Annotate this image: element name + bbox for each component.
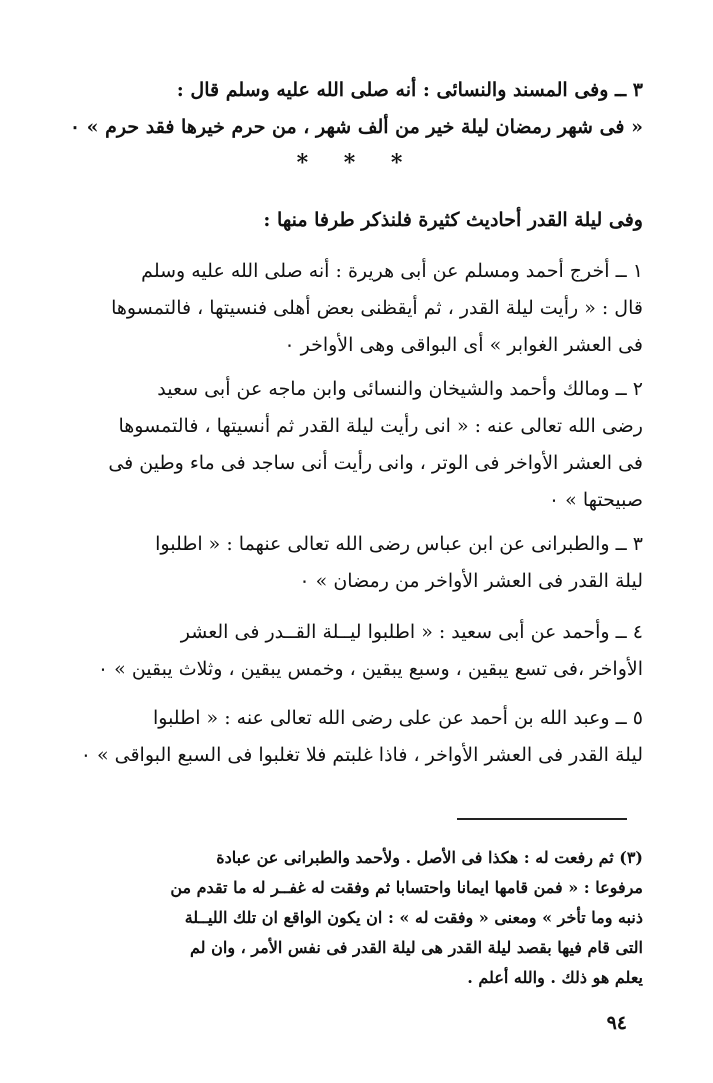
- hadith-line: فى العشر الغوابر » أى البواقى وهى الأواخر ٠: [284, 334, 643, 356]
- hadith-3-paragraph: [58, 526, 643, 600]
- hadith-line: قال : « رأيت ليلة القدر ، ثم أيقظنى بعض أهلى فنسيتها ، فالتمسوها: [111, 297, 643, 319]
- footnote-paragraph: [58, 843, 643, 993]
- section-heading: [58, 202, 643, 239]
- footnote-line: (٣) ثم رفعت له : هكذا فى الأصل . ولأحمد والطبرانى عن عبادة: [216, 848, 643, 867]
- footnote-line: التى قام فيها بقصد ليلة القدر هى ليلة القدر فى نفس الأمر ، وان لم: [190, 938, 643, 957]
- hadith-line: ليلة القدر فى العشر الأواخر ، فاذا غلبتم فلا تغلبوا فى السبع البواقى » ٠: [80, 744, 643, 766]
- intro-line: « فى شهر رمضان ليلة خير من ألف شهر ، من حرم خيرها فقد حرم » ٠: [69, 116, 643, 138]
- footnote-divider: [457, 818, 627, 820]
- hadith-5-paragraph: [58, 700, 643, 774]
- hadith-line: ليلة القدر فى العشر الأواخر من رمضان » ٠: [299, 570, 643, 592]
- hadith-2-paragraph: [58, 371, 643, 519]
- footnote-line: يعلم هو ذلك . والله أعلم .: [467, 968, 643, 987]
- intro-line: ٣ ــ وفى المسند والنسائى : أنه صلى الله عليه وسلم قال :: [176, 79, 643, 101]
- hadith-4-paragraph: [58, 614, 643, 688]
- hadith-line: ١ ــ أخرج أحمد ومسلم عن أبى هريرة : أنه صلى الله عليه وسلم: [141, 260, 643, 282]
- intro-paragraph: [58, 72, 643, 146]
- hadith-1-paragraph: [58, 253, 643, 364]
- footnote-line: مرفوعا : « فمن قامها ايمانا واحتسابا ثم وفقت له غفــر له ما تقدم من: [170, 878, 643, 897]
- hadith-line: ٥ ــ وعبد الله بن أحمد عن على رضى الله تعالى عنه : « اطلبوا: [152, 707, 643, 729]
- page-number: ٩٤: [606, 1012, 627, 1034]
- hadith-line: رضى الله تعالى عنه : « انى رأيت ليلة القدر ثم أنسيتها ، فالتمسوها: [118, 415, 643, 437]
- heading-text: وفى ليلة القدر أحاديث كثيرة فلنذكر طرفا منها :: [263, 209, 643, 231]
- hadith-line: فى العشر الأواخر فى الوتر ، وانى رأيت أنى ساجد فى ماء وطين فى: [108, 452, 643, 474]
- section-separator: * * *: [296, 150, 417, 176]
- hadith-line: ٣ ــ والطبرانى عن ابن عباس رضى الله تعالى عنهما : « اطلبوا: [155, 533, 643, 555]
- footnote-line: ذنبه وما تأخر » ومعنى « وفقت له » : ان يكون الواقع ان تلك الليــلة: [184, 908, 643, 927]
- hadith-line: صبيحتها » ٠: [548, 489, 643, 511]
- hadith-line: الأواخر ،فى تسع يبقين ، وسبع يبقين ، وخمس يبقين ، وثلاث يبقين » ٠: [97, 658, 643, 680]
- hadith-line: ٢ ــ ومالك وأحمد والشيخان والنسائى وابن ماجه عن أبى سعيد: [157, 378, 643, 400]
- hadith-line: ٤ ــ وأحمد عن أبى سعيد : « اطلبوا ليــلة القــدر فى العشر: [180, 621, 643, 643]
